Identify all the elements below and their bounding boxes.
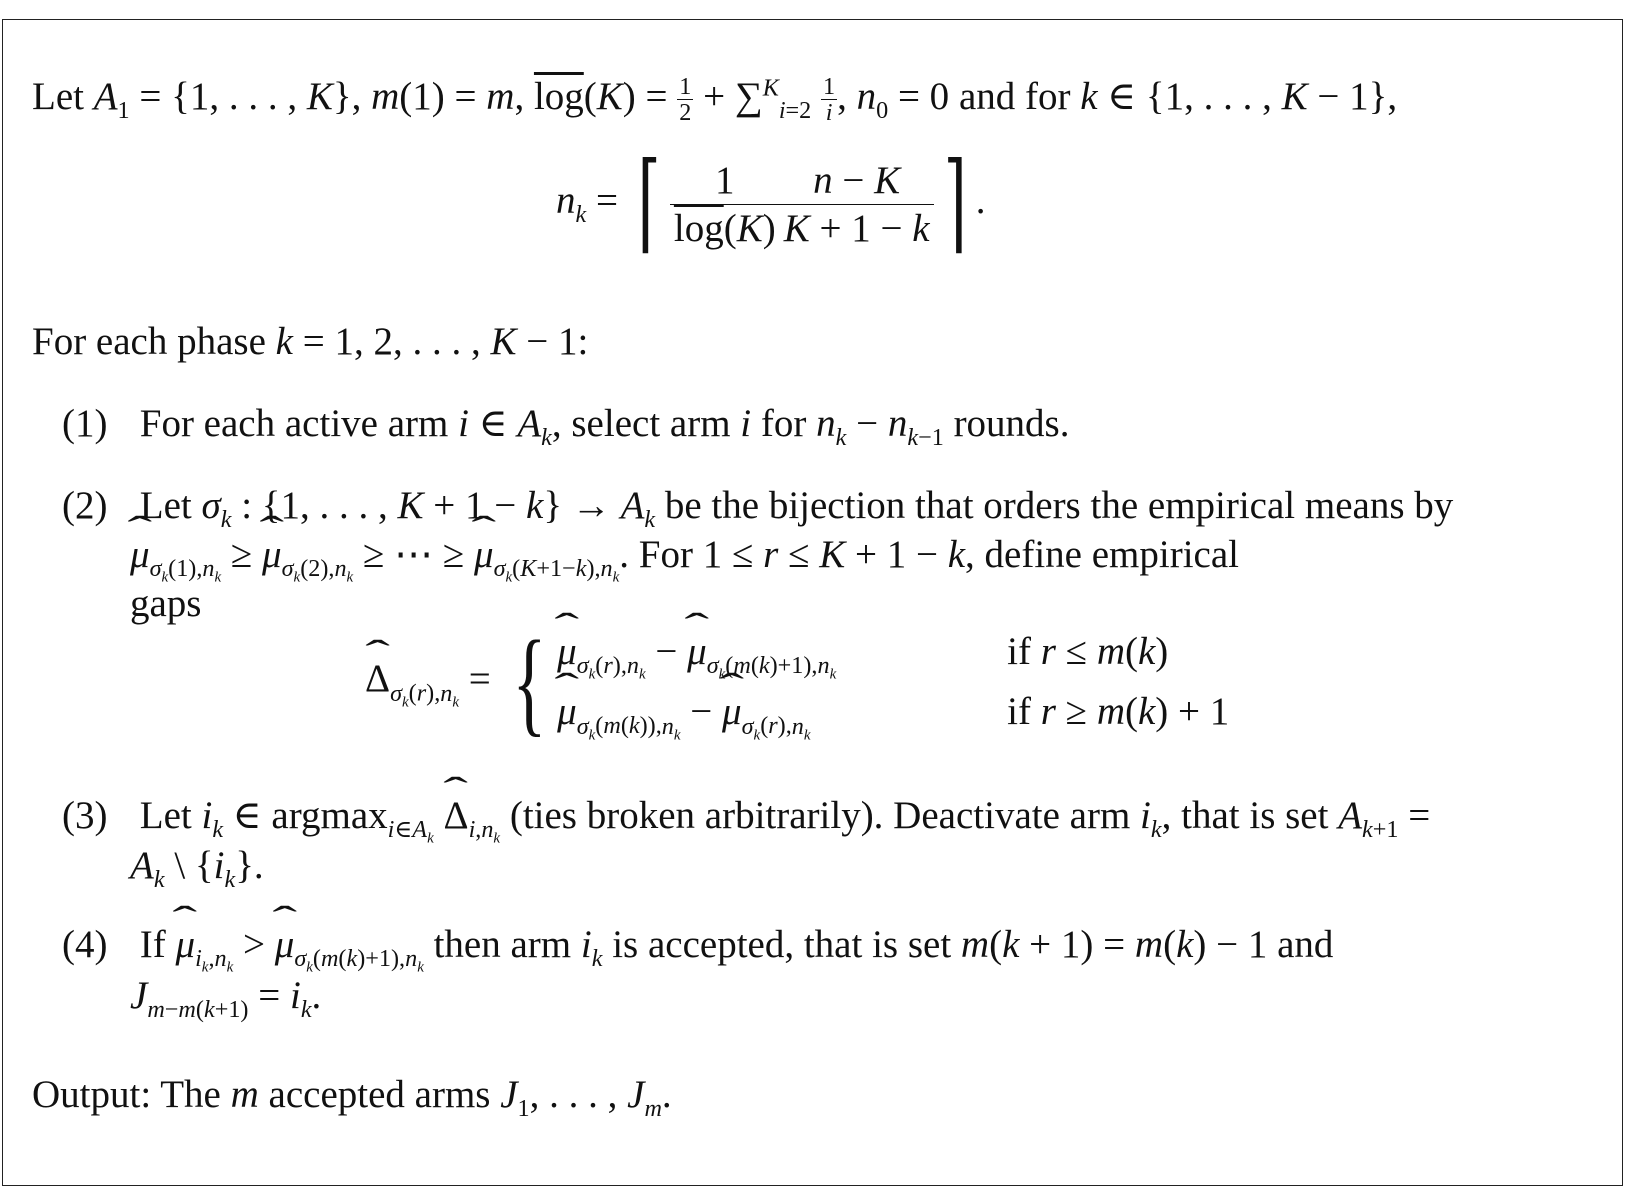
init-let: Let	[32, 74, 84, 118]
step-3: (3) Let $i_k$ ∈ argmax$_{i\in A_k}$ ˆ $\Delta_{i,n_k}$ (ties broken arbitrarily). Deactivate arm $i_k$, that is set $A_{k+1}$ =	[62, 796, 1430, 839]
gap-definition: ˆ $\Delta_{\sigma_k(r),n_k}$ = { ˆ $\mu_{\sigma_k(r),n_k}$ − ˆ $\mu_{\sigma_k(m(k)+1),n_k}if$ r ≤ m(k) ˆ $\mu_{\sigma_k(m(k)),n_k}$ − ˆ $\mu_{\sigma_k(r),n_k}if$ r ≥ m(k) + 1	[365, 622, 1229, 743]
nk-formula: $n_k$ = ⌈ $\frac{1}{\overline{log}(K)}$ $\frac{n - K}{K + 1 - k}$ ⌉ .	[556, 144, 986, 263]
init-and-for: and for	[958, 74, 1071, 118]
output-line: Output: The m accepted arms $J_1$, . . . , $J_m$.	[32, 1073, 672, 1123]
step-3-line-2: $A_k$ \ $\{i_k\}$.	[130, 844, 264, 894]
step-2-label: (2)	[62, 484, 108, 527]
step-1-label: (1)	[62, 402, 108, 445]
step-4-line-2: $J_{m-m(k+1)} = i_k$.	[130, 974, 322, 1024]
init-line: Let $A_1 = \{1$, . . . , K}, m(1) = m, $\overline{log}(K)$ = $\frac{1}{2}$ + ∑$^K_{i=2}$ $\frac{1}{i}$ , $n_0 = 0$ and for k ∈ {1, . . . , K − 1},	[32, 73, 1398, 127]
step-2-line-3: gaps	[130, 582, 202, 625]
step-2-line-2: ˆ $\mu_{\sigma_k(1),n_k}$ ≥ ˆ $\mu_{\sigma_k(2),n_k}$ ≥ ⋯ ≥ ˆ $\mu_{\sigma_k(K+1-k),n_k}$. For 1 ≤ r ≤ K + 1 − k, define empirical	[130, 535, 1239, 578]
step-3-label: (3)	[62, 794, 108, 837]
step-2: (2) Let $\sigma_k$ : {1, . . . , $K + 1 - k\} \to A_k$ be the bijection that orders the empirical means by	[62, 484, 1454, 534]
step-1: (1) For each active arm i ∈ $A_k$, select arm i for $n_k - n_{k-1}$ rounds.	[62, 402, 1070, 452]
phase-header: For each phase k = 1, 2, . . . , K − 1:	[32, 320, 589, 363]
step-4: (4) If ˆ $\mu_{i_k,n_k}$ > ˆ $\mu_{\sigma_k(m(k)+1),n_k}$ then arm $i_k$ is accepted, that is set m(k + 1) = m(k) − 1 and	[62, 925, 1333, 968]
step-4-label: (4)	[62, 923, 108, 966]
